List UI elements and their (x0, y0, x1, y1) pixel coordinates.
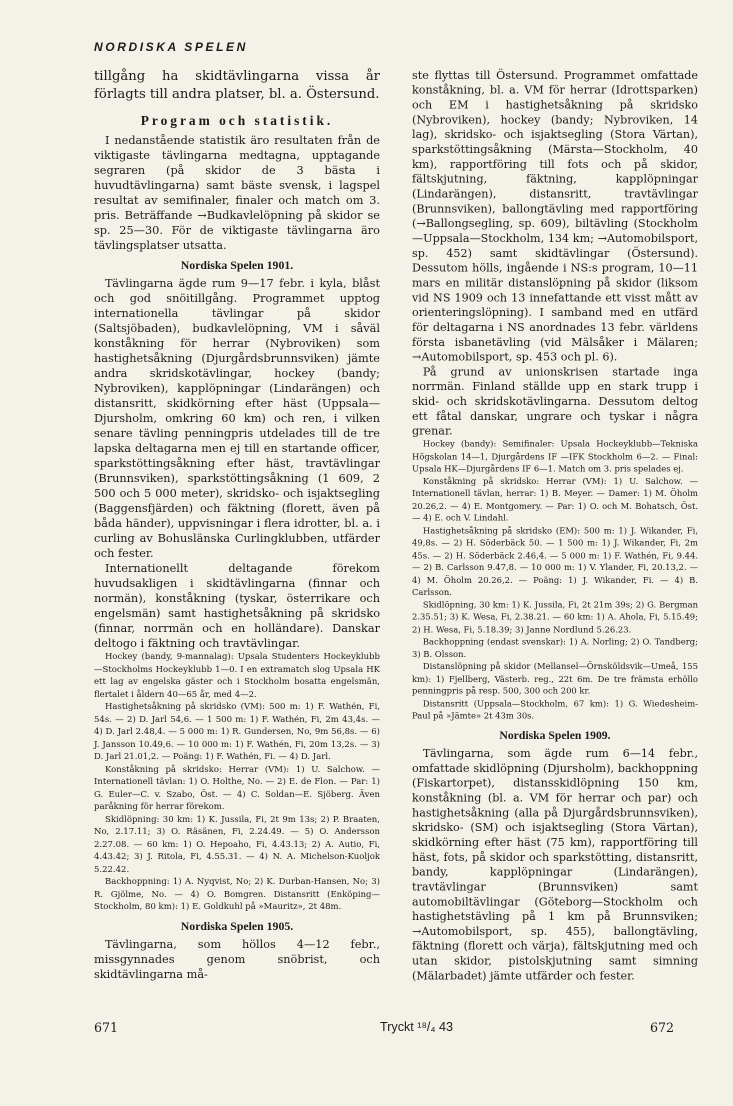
result-1905-figure-skating: Konståkning på skridsko: Herrar (VM): 1) U. Salchow. — Internationell tävlan, herrar: 1) B. Meyer. — Damer: 1) M. Öholm 20.26,2. — 4) E. Montgomery. — Par: 1) O. och M. Bohatsch, Öst. — 4) E. och V. Lindahl. (412, 476, 698, 524)
page-number-left: 671 (94, 1020, 119, 1035)
page-number-right: 672 (650, 1020, 675, 1035)
paragraph-1905-cont: ste flyttas till Östersund. Programmet omfattade konståkning, bl. a. VM för herrar (Idrottsparken) och EM i hastighetsåkning på skridsko (Nybroviken), hockey (bandy; Nybroviken, 14 lag), skridsko- och isjaktsegling (Stora Värtan), sparkstöttingsåkning (Märsta—Stockholm, 40 km), rapportföring till fots och på skidor, fältskjutning, fäktning, kapplöpningar (Lindarängen), distansritt, travtävlingar (Brunnsviken), ballongtävling med rapportföring (→Ballongsegling, sp. 609), biltävling (Stockholm—Uppsala—Stockholm, 134 km; →Automobilsport, sp. 452) samt skidtävlingar (Östersund). Dessutom hölls, ingående i NS:s program, 10—11 mars en militär distanslöpning på skidor (liksom vid NS 1909 och 13 innefattande ett visst mått av orienteringslöpning). I samband med en utfärd för deltagarna i NS anordnades 13 febr. världens första isbanetävling (vid Mälsåker i Mälaren; →Automobilsport, sp. 453 och pl. 6). (412, 68, 698, 364)
paragraph-1905: Tävlingarna, som höllos 4—12 febr., missgynnades genom snöbrist, och skidtävlingarna må- (94, 937, 380, 981)
result-1901-skiing: Skidlöpning: 30 km: 1) K. Jussila, Fi, 2t 9m 13s; 2) P. Braaten, No, 2.17.11; 3) O. Räsänen, Fi, 2.24.49. — 5) O. Andersson 2.27.08. — 60 km: 1) O. Hepoaho, Fi, 4.43.13; 2) A. Autio, Fi, 4.43.42; 3) J. Ritola, Fi, 4.55.31. — 4) N. A. Michelson-Kuoljok 5.22.42. (94, 814, 380, 875)
section-title: Program och statistik. (140, 113, 334, 128)
lead-paragraph: tillgång ha skidtävlingarna vissa år förlagts till andra platser, bl. a. Östersund. (94, 69, 380, 102)
right-column (412, 68, 698, 983)
running-header: NORDISKA SPELEN (94, 40, 248, 54)
result-1905-distance-skiing: Distanslöpning på skidor (Mellansel—Örnsköldsvik—Umeå, 155 km): 1) Fjellberg, Västerb. reg., 22t 6m. De tre främsta erhöllo penningpris på resp. 500, 300 och 200 kr. (412, 662, 698, 697)
result-1905-distance-ride: Distansritt (Uppsala—Stockholm, 67 km): 1) G. Wiedesheim-Paul på »Jämte» 2t 43m 30s. (412, 699, 698, 722)
result-1901-figure-skating: Konståkning på skridsko: Herrar (VM): 1) U. Salchow. — Internationell tävlan: 1) O. Holthe, No. — 2) E. de Flon. — Par: 1) G. Euler—C. v. Szabo, Öst. — 4) C. Soldan—E. Sjöberg. Även paråkning för herrar förekom. (94, 764, 380, 812)
result-1901-speed-skating: Hastighetsåkning på skridsko (VM): 500 m: 1) F. Wathén, Fi, 54s. — 2) D. Jarl 54,6. — 1 500 m: 1) F. Wathén, Fi, 2m 43,4s. — 4) D. Jarl 2.48,4. — 5 000 m: 1) R. Gundersen, No, 9m 56,8s. — 6) J. Jansson 10.49,6. — 10 000 m: 1) F. Wathén, Fi, 20m 13,2s. — 3) D. Jarl 21.01,2. — Poäng: 1) F. Wathén, Fi. — 4) D. Jarl. (94, 702, 380, 762)
heading-1909: Nordiska Spelen 1909. (499, 727, 611, 742)
heading-1905: Nordiska Spelen 1905. (180, 918, 294, 933)
result-1905-skiing: Skidlöpning, 30 km: 1) K. Jussila, Fi, 2t 21m 39s; 2) G. Bergman 2.35.51; 3) K. Wesa, Fi, 2.38.21. — 60 km: 1) A. Ahola, Fi, 5.15.49; 2) H. Wesa, Fi, 5.18.39; 3) Janne Nordlund 5.26.23. (412, 600, 698, 635)
result-1905-hockey: Hockey (bandy): Semifinaler: Upsala Hockeyklubb—Tekniska Högskolan 14—1, Djurgårdens IF —IFK Stockholm 6—2. — Final: Upsala HK—Djurgårdens IF 6—1. Match om 3. pris spelades ej. (412, 439, 698, 475)
print-stamp: Tryckt ¹⁸/₄ 43 (380, 1020, 453, 1034)
paragraph-1905-b: På grund av unionskrisen startade inga norrmän. Finland ställde upp en stark trupp i skid- och skridskotävlingarna. Dessutom deltog ett fåtal danskar, ungrare och tyskar i några grenar. (412, 365, 698, 438)
intro-paragraph: I nedanstående statistik äro resultaten från de viktigaste tävlingarna medtagna, upptagande segraren (på skidor de 3 bästa i huvudtävlingarna) samt bäste svensk, i lagspel resultat av semifinaler, finaler och match om 3. pris. Beträffande →Budkavlelöpning på skidor se sp. 25—30. För de viktigaste tävlingarna äro tävlingsplatser utsatta. (94, 134, 380, 252)
left-column (94, 68, 380, 982)
result-1905-ski-jumping: Backhoppning (endast svenskar): 1) A. Norling; 2) O. Tandberg; 3) B. Olsson. (412, 637, 698, 660)
result-1901-ski-jumping: Backhoppning: 1) A. Nyqvist, No; 2) K. Durban-Hansen, No; 3) R. Gjölme, No. — 4) O. Bomgren. Distansritt (Enköping—Stockholm, 80 km): 1) E. Goldkuhl på »Mauritz», 2t 48m. (94, 877, 380, 912)
paragraph-1909: Tävlingarna, som ägde rum 6—14 febr., omfattade skidlöpning (Djursholm), backhoppning (Fiskartorpet), distansskidlöpning 150 km, konståkning (bl. a. VM för herrar och par) och hastighetsåkning (alla på Djurgårdsbrunnsviken), skridsko- (SM) och isjaktsegling (Stora Värtan), skidkörning efter häst (75 km), rapportföring till häst, fots, på skidor och sparkstötting, distansritt, bandy, kapplöpningar (Lindarängen), travtävlingar (Brunnsviken) samt automobiltävlingar (Göteborg—Stockholm och hastighetstävling på 1 km på Brunnsviken; →Automobilsport, sp. 455), ballongtävling, fäktning (florett och värja), fältskjutning med och utan skidor, pistolskjutning samt simning (Mälarbadet) jämte utfärder och fester. (412, 746, 698, 982)
result-1905-speed-skating: Hastighetsåkning på skridsko (EM): 500 m: 1) J. Wikander, Fi, 49,8s. — 2) H. Söderbäck 50. — 1 500 m: 1) J. Wikander, Fi, 2m 45s. — 2) H. Söderbäck 2.46,4. — 5 000 m: 1) F. Wathén, Fi, 9.44. — 2) B. Carlsson 9.47,8. — 10 000 m: 1) V. Ylander, Fi, 20.13,2. — 4) M. Öholm 20.26,2. — Poäng: 1) J. Wikander, Fi. — 4) B. Carlsson. (412, 526, 698, 598)
result-1901-hockey: Hockey (bandy, 9-mannalag): Upsala Studenters Hockeyklubb—Stockholms Hockeyklubb 1—0. I en extramatch slog Upsala HK ett lag av engelska gäster och i Stockholm bosatta engelsmän, flertalet i åldern 40—65 år, med 4—2. (94, 652, 380, 700)
paragraph-1901-b: Internationellt deltagande förekom huvudsakligen i skidtävlingarna (finnar och normän), konståkning (tyskar, österrikare och engelsmän) samt hastighetsåkning på skridsko (finnar, norrmän och en holländare). Danskar deltogo i fäktning och travtävlingar. (94, 562, 380, 650)
heading-1901: Nordiska Spelen 1901. (180, 258, 294, 272)
paragraph-1901-a: Tävlingarna ägde rum 9—17 febr. i kyla, blåst och god snöitillgång. Programmet upptog internationella tävlingar på skidor (Saltsjöbaden), budkavlelöpning, VM i såväl konståkning för herrar (Nybroviken) som hastighetsåkning (Djurgårdsbrunnsviken) jämte andra skridskotävlingar, hockey (bandy; Nybroviken), kapplöpningar (Lindarängen) och distansritt, skidkörning efter häst (Uppsala—Djursholm, omkring 60 km) och ren, i vilken senare tävling penningpris utdelades till de tre lapska deltagarna men ej till en startande officer, sparkstöttingsåkning efter häst, travtävlingar (Brunnsviken), sparkstöttingsåkning (1 609, 2 500 och 5 000 meter), skridsko- och isjaktsegling (Baggensfjärden) och fäktning (florett, även på båda händer), uppvisningar i flera idrotter, bl. a. i curling av Bohuslänska Curlingklubben, utfärder och fester. (94, 277, 380, 560)
